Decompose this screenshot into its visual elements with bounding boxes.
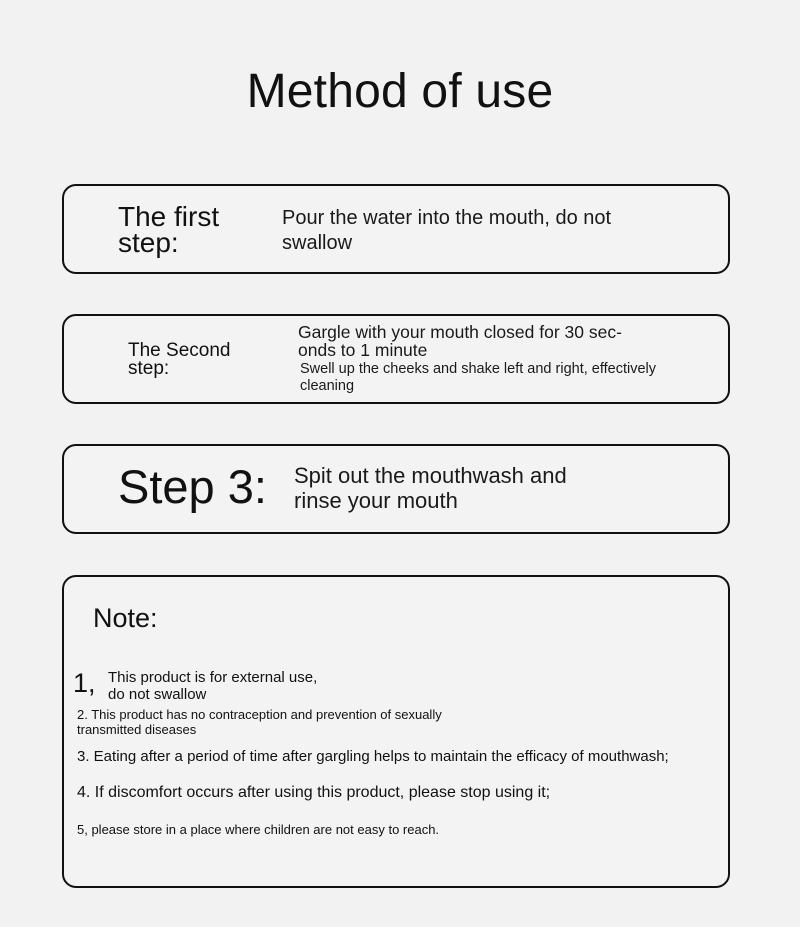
page-title: Method of use: [246, 65, 554, 118]
note-item-2: 2. This product has no contraception and prevention of sexually transmitted diseases: [77, 707, 442, 737]
step-two-label: The Second step:: [128, 340, 231, 379]
note-item-1-number: 1,: [73, 668, 96, 698]
note-item-4: 4. If discomfort occurs after using this product, please stop using it;: [77, 784, 551, 801]
step-two-subtext: Swell up the cheeks and shake left and right, effectively cleaning: [300, 361, 657, 394]
step-three-card: [62, 444, 730, 534]
step-one-card: [62, 184, 730, 274]
note-title: Note:: [93, 603, 158, 633]
note-item-1: This product is for external use, do not swallow: [108, 669, 318, 703]
note-item-3: 3. Eating after a period of time after gargling helps to maintain the efficacy of mouthwash;: [77, 748, 669, 765]
step-three-label: Step 3:: [118, 460, 267, 513]
note-item-5: 5, please store in a place where children are not easy to reach.: [77, 822, 440, 837]
note-card: [62, 575, 730, 888]
step-two-text: Gargle with your mouth closed for 30 sec-onds to 1 minute: [298, 322, 622, 360]
step-two-card: [62, 314, 730, 404]
step-three-text: Spit out the mouthwash and rinse your mouth: [294, 463, 567, 513]
step-one-text: Pour the water into the mouth, do not swallow: [282, 207, 612, 254]
step-one-label: The first step:: [118, 201, 220, 258]
